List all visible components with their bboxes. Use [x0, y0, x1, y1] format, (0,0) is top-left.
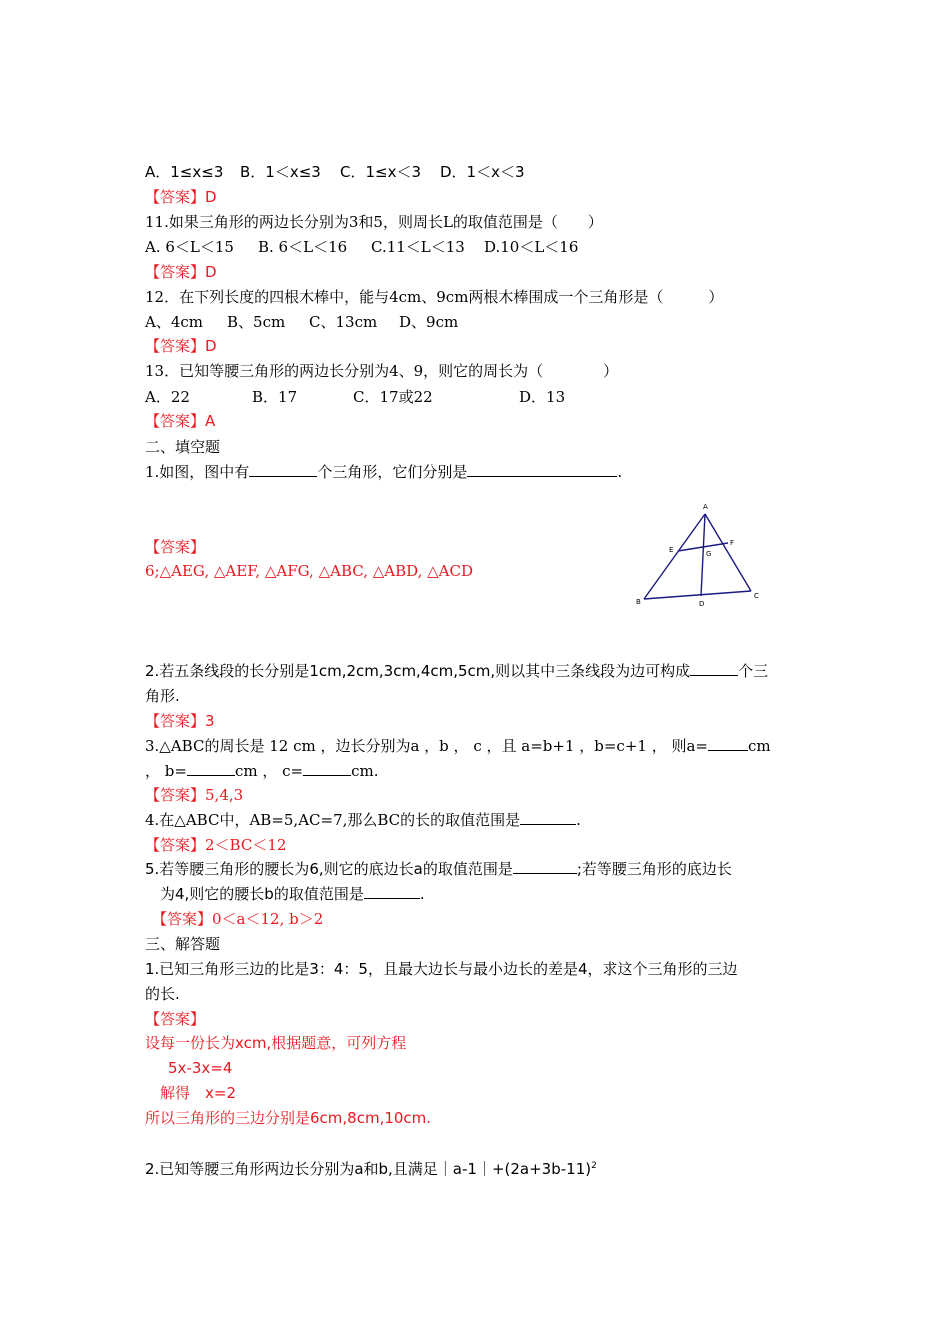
q12-stem: 12．在下列长度的四根木棒中，能与4cm、9cm两根木棒围成一个三角形是（ ）	[145, 288, 724, 306]
answer-value: 0＜a＜12, b＞2	[212, 910, 324, 928]
answer-value: 3	[205, 712, 215, 730]
answer-label: 【答案】	[145, 786, 206, 804]
f1-blank-list	[467, 462, 617, 477]
q11-answer	[145, 262, 217, 282]
f4-stem	[145, 810, 581, 830]
q11-options	[145, 237, 578, 257]
q10-options	[145, 162, 525, 182]
f3-stem-part: ， b=	[145, 762, 187, 780]
f2-stem-cont: 角形.	[145, 687, 180, 705]
answer-label: 【答案】	[145, 263, 206, 281]
q10-answer	[145, 187, 217, 207]
f4-stem-part: 4.在△ABC中，AB=5,AC=7,那么BC的长的取值范围是	[145, 811, 521, 829]
s1-answer-label: 【答案】	[145, 1010, 206, 1028]
edge-ab	[644, 514, 705, 599]
q10-option-b: B．1＜x≤3	[240, 163, 321, 181]
answer-label: 【答案】	[145, 836, 206, 854]
label-e: E	[669, 546, 674, 554]
f2-stem-part: 2.若五条线段的长分别是1cm,2cm,3cm,4cm,5cm,则以其中三条线段为边可构成	[145, 662, 691, 680]
f3-stem-part: 3.△ABC的周长是 12 cm ，边长分别为a ，b ， c ，且 a=b+1 ，b=c+1 ， 则a=	[145, 737, 708, 755]
q11-stem: 11.如果三角形的两边长分别为3和5，则周长L的取值范围是（ ）	[145, 213, 603, 231]
f4-stem-part: .	[576, 811, 581, 829]
label-b: B	[636, 598, 641, 606]
answer-label: 【答案】	[145, 337, 206, 355]
f2-stem-part: 个三	[738, 662, 769, 680]
label-g: G	[706, 550, 712, 558]
triangle-figure	[628, 500, 768, 612]
f3-stem	[145, 736, 771, 756]
answer-value: D	[205, 263, 217, 281]
f2-answer	[145, 711, 215, 731]
f3-stem-cont	[145, 761, 379, 781]
q12-option-b: B、5cm	[227, 313, 286, 331]
label-c: C	[754, 592, 759, 600]
q13-option-b: B．17	[252, 388, 298, 406]
q12-option-c: C、13cm	[309, 313, 378, 331]
s1-solution-line-2: 5x-3x=4	[168, 1059, 233, 1077]
f1-stem-part: 1.如图，图中有	[145, 463, 250, 481]
s2-stem	[145, 1156, 597, 1179]
edge-ac	[705, 514, 751, 591]
answer-value: D	[205, 337, 217, 355]
q12-option-d: D、9cm	[399, 313, 459, 331]
s1-solution-line-3: 解得 x=2	[160, 1084, 236, 1102]
f5-blank-a	[513, 859, 577, 874]
segment-ad	[701, 514, 705, 596]
answer-value: 2＜BC＜12	[205, 836, 287, 854]
section-2-title: 二、填空题	[145, 438, 221, 456]
q13-stem: 13．已知等腰三角形的两边长分别为4、9，则它的周长为（ ）	[145, 362, 619, 380]
q11-option-c: C.11＜L＜13	[371, 238, 465, 256]
s2-superscript: 2	[591, 1161, 597, 1171]
f5-stem-part: .	[419, 885, 425, 903]
s2-stem-part: 2.已知等腰三角形两边长分别为a和b,且满足｜a-1｜+(2a+3b-11)	[145, 1160, 592, 1178]
s1-solution-line-4: 所以三角形的三边分别是6cm,8cm,10cm.	[145, 1109, 432, 1127]
q11-option-b: B. 6＜L＜16	[258, 238, 348, 256]
f5-stem-part: ;若等腰三角形的底边长	[576, 860, 732, 878]
answer-value: D	[205, 188, 217, 206]
s1-stem-cont: 的长.	[145, 985, 180, 1003]
f3-blank-a	[708, 736, 748, 751]
f3-blank-b	[187, 761, 235, 776]
f1-blank-count	[249, 462, 317, 477]
q10-option-c: C．1≤x＜3	[340, 163, 422, 181]
f3-answer	[145, 785, 243, 805]
f3-stem-part: cm ， c=	[234, 762, 304, 780]
q11-option-a: A. 6＜L＜15	[145, 238, 234, 256]
q12-options	[145, 312, 458, 332]
label-f: F	[730, 539, 735, 547]
q13-option-c: C．17或22	[353, 388, 433, 406]
answer-value: 5,4,3	[205, 786, 244, 804]
f3-stem-part: cm	[748, 737, 771, 755]
f1-stem-end: .	[617, 463, 623, 481]
answer-label: 【答案】	[152, 910, 213, 928]
f4-blank	[520, 810, 576, 825]
answer-label: 【答案】	[145, 712, 206, 730]
f5-stem-part: 5.若等腰三角形的腰长为6,则它的底边长a的取值范围是	[145, 860, 513, 878]
answer-label: 【答案】	[145, 412, 206, 430]
f1-answer-label: 【答案】	[145, 538, 206, 556]
q13-answer	[145, 411, 215, 431]
f4-answer	[145, 835, 286, 855]
answer-label: 【答案】	[145, 188, 206, 206]
f1-stem-part: 个三角形，它们分别是	[317, 463, 468, 481]
edge-bc	[644, 591, 751, 599]
section-3-title: 三、解答题	[145, 935, 221, 953]
f5-answer	[152, 909, 323, 929]
label-a: A	[703, 503, 708, 511]
s1-solution-line-1: 设每一份长为xcm,根据题意，可列方程	[145, 1034, 407, 1052]
q12-answer	[145, 336, 217, 356]
q13-option-a: A．22	[145, 388, 190, 406]
f5-stem-part: 为4,则它的腰长b的取值范围是	[160, 885, 364, 903]
f1-answer: 6;△AEG, △AEF, △AFG, △ABC, △ABD, △ACD	[145, 562, 474, 580]
q10-option-d: D．1＜x＜3	[440, 163, 525, 181]
f5-stem-cont	[160, 884, 425, 904]
f3-blank-c	[303, 761, 351, 776]
q12-option-a: A、4cm	[145, 313, 204, 331]
f2-blank	[690, 661, 738, 676]
s1-stem: 1.已知三角形三边的比是3：4：5，且最大边长与最小边长的差是4，求这个三角形的三边	[145, 960, 738, 978]
q13-options	[145, 387, 565, 407]
f5-blank-b	[364, 884, 420, 899]
f3-stem-part: cm.	[351, 762, 379, 780]
f2-stem	[145, 661, 768, 681]
f1-stem	[145, 462, 622, 482]
q11-option-d: D.10＜L＜16	[484, 238, 579, 256]
q13-option-d: D．13	[519, 388, 566, 406]
answer-value: A	[205, 412, 216, 430]
f5-stem	[145, 859, 732, 879]
label-d: D	[699, 600, 705, 608]
q10-option-a: A．1≤x≤3	[145, 163, 224, 181]
